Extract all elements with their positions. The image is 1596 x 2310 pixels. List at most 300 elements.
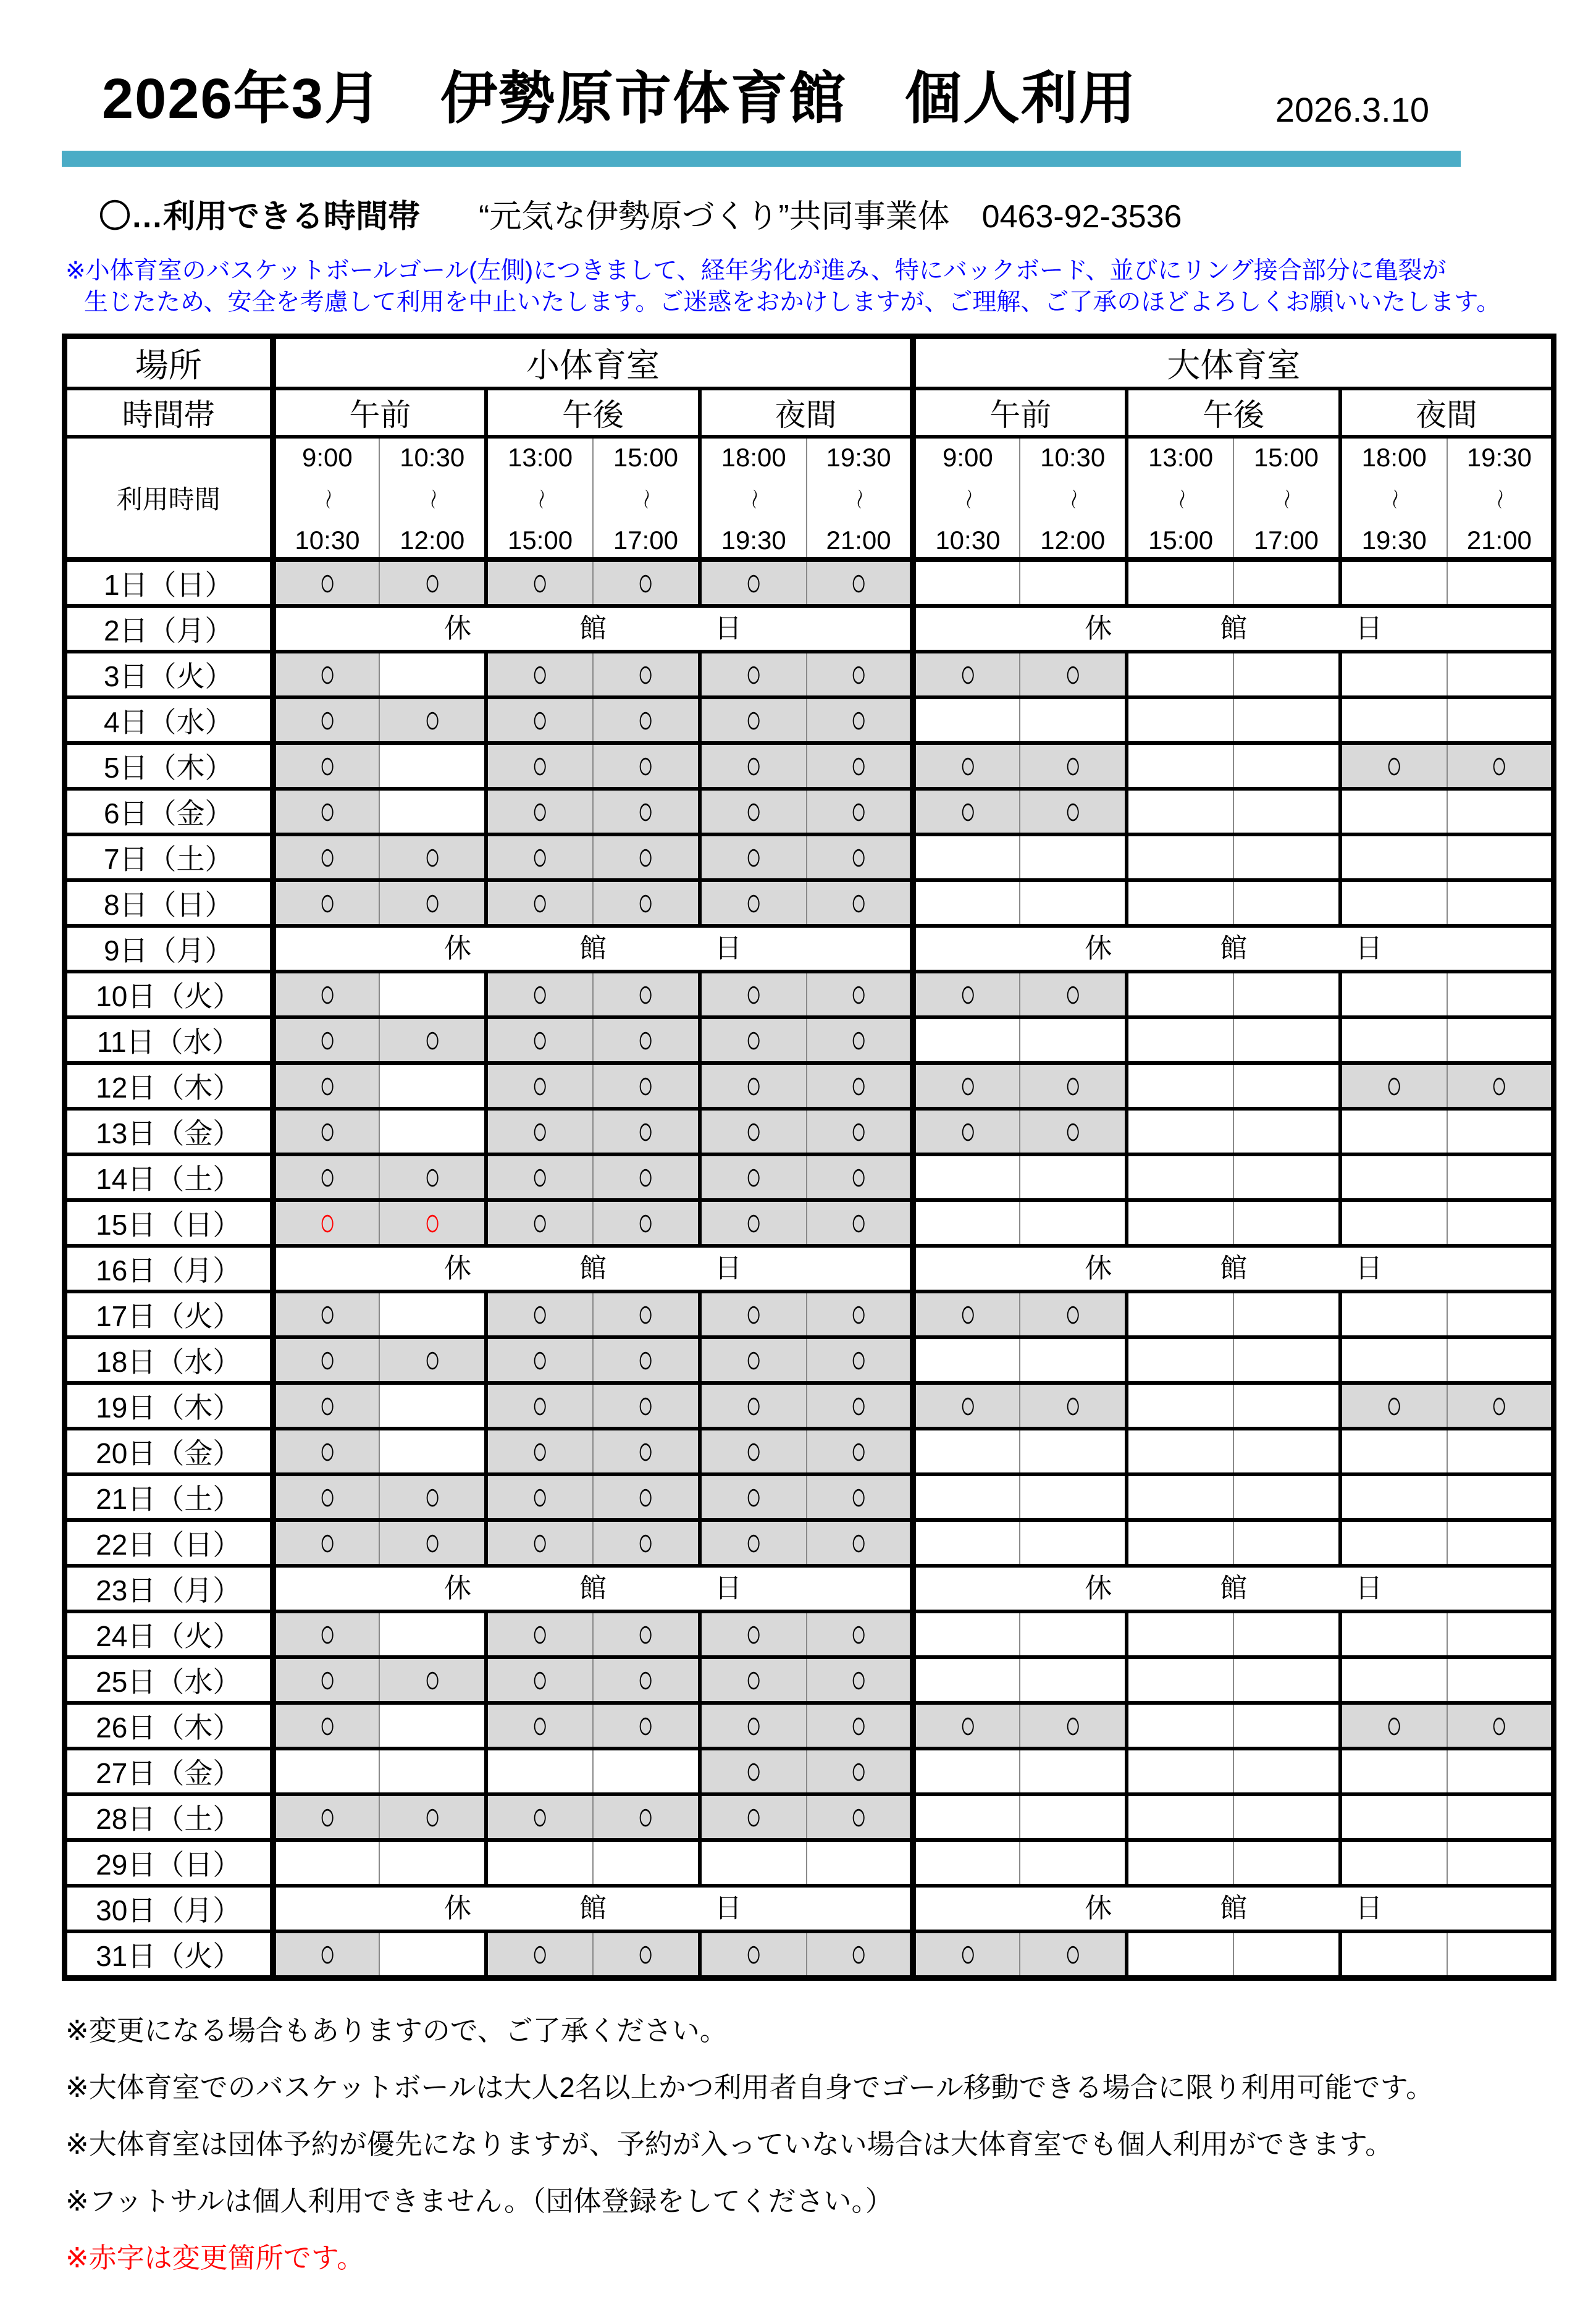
slot-cell [593,1840,700,1886]
slot-cell [1020,652,1127,697]
available-circle: ○ [532,1657,548,1702]
slot-cell [273,560,380,606]
slot-cell [486,1703,593,1749]
available-circle: ○ [319,651,335,697]
table-row [65,1200,1554,1246]
table-row [65,1109,1554,1154]
slot-cell [486,1337,593,1383]
slot-cell [1340,1200,1447,1246]
slot-cell [486,1154,593,1200]
slot-cell [1340,1611,1447,1657]
slot-cell [1233,880,1340,926]
footnote: ※変更になる場合もありますので、ご了承ください。 [65,2014,728,2046]
legend-row [99,190,1596,237]
slot-cell [913,1749,1020,1794]
slot-cell [913,1611,1020,1657]
slot-cell [273,834,380,880]
slot-cell [1127,1520,1233,1566]
available-circle: ○ [637,1657,654,1702]
slot-cell [1127,1931,1233,1978]
slot-cell [486,743,593,789]
slot-cell [486,1474,593,1520]
table-row [65,926,1554,972]
available-circle: ○ [850,788,867,834]
slot-cell [273,1657,380,1703]
period-evening: 夜間 [1340,388,1554,437]
slot-cell [1447,789,1554,834]
slot-cell [486,652,593,697]
available-circle: ○ [319,1519,335,1565]
available-circle: ○ [850,1428,867,1474]
slot-cell [700,1109,807,1154]
available-circle: ○ [1064,1291,1081,1337]
available-circle: ○ [1064,1108,1081,1154]
day-label-cell: 14日（土） [65,1154,273,1200]
slot-cell [1127,1063,1233,1109]
page [0,53,1596,2310]
slot-cell [1340,880,1447,926]
available-circle: ○ [850,834,867,880]
day-label-cell: 5日（木） [65,743,273,789]
available-circle: ○ [1491,1702,1508,1748]
available-circle: ○ [850,1154,867,1199]
day-label-cell: 6日（金） [65,789,273,834]
available-circle: ○ [746,1794,762,1839]
available-circle: ○ [746,1702,762,1748]
venue-header-large-gym: 大体育室 [913,336,1553,388]
time-slot-header: 10:30 ～ 12:00 [379,437,486,560]
divider-bar [62,151,1461,167]
slot-cell [807,1292,914,1337]
slot-cell [1340,652,1447,697]
slot-cell [1233,1520,1340,1566]
slot-cell [1233,1017,1340,1063]
slot-cell [1127,1200,1233,1246]
slot-cell [700,1337,807,1383]
slot-cell [1340,834,1447,880]
slot-cell [486,560,593,606]
available-circle: ○ [637,560,654,605]
slot-cell [700,697,807,743]
available-circle: ○ [1064,1062,1081,1108]
available-circle-red: ○ [424,1199,440,1245]
slot-cell [1447,1520,1554,1566]
slot-cell [1233,1063,1340,1109]
slot-cell [593,1154,700,1200]
slot-cell [273,1611,380,1657]
slot-cell [913,972,1020,1017]
slot-cell [379,972,486,1017]
slot-cell [807,1200,914,1246]
available-circle: ○ [746,1382,762,1428]
table-row [65,789,1554,834]
slot-cell [379,652,486,697]
day-label-cell: 27日（金） [65,1749,273,1794]
available-circle: ○ [637,1291,654,1337]
slot-cell [593,1749,700,1794]
schedule-table [62,334,1556,1981]
available-circle: ○ [637,971,654,1017]
slot-cell [1020,1063,1127,1109]
header-row-place [65,336,1554,388]
slot-cell [1127,834,1233,880]
table-row [65,1154,1554,1200]
day-label-cell: 18日（水） [65,1337,273,1383]
period-afternoon: 午後 [486,388,700,437]
slot-cell [1340,1840,1447,1886]
slot-cell [486,789,593,834]
time-slot-header: 15:00 ～ 17:00 [1233,437,1340,560]
slot-cell [486,1611,593,1657]
table-row [65,1703,1554,1749]
footnotes [65,2008,1596,2219]
table-row [65,1566,1554,1611]
available-circle: ○ [746,1017,762,1062]
table-row [65,1429,1554,1474]
slot-cell [913,880,1020,926]
slot-cell [486,1017,593,1063]
slot-cell [273,1017,380,1063]
available-circle: ○ [1386,1702,1403,1748]
slot-cell [807,1794,914,1840]
slot-cell [700,1063,807,1109]
slot-cell [1233,1749,1340,1794]
slot-cell [379,1657,486,1703]
slot-cell [1447,1337,1554,1383]
table-row [65,880,1554,926]
slot-cell [273,1794,380,1840]
available-circle: ○ [850,1199,867,1245]
slot-cell [1447,1429,1554,1474]
available-circle: ○ [319,742,335,788]
slot-cell [1233,972,1340,1017]
slot-cell [1020,697,1127,743]
available-circle: ○ [532,697,548,742]
slot-cell [1127,1611,1233,1657]
slot-cell [1233,1703,1340,1749]
slot-cell [1340,1292,1447,1337]
available-circle: ○ [319,1428,335,1474]
table-row [65,1611,1554,1657]
slot-cell [807,1337,914,1383]
titlebar [102,53,1429,135]
available-circle: ○ [637,1382,654,1428]
slot-cell [593,1703,700,1749]
header-row-period [65,388,1554,437]
time-slot-header: 18:00 ～ 19:30 [1340,437,1447,560]
period-evening: 夜間 [700,388,914,437]
slot-cell [1233,743,1340,789]
footnote: ※フットサルは個人利用できません。（団体登録をしてください。） [65,2185,894,2217]
slot-cell [700,652,807,697]
day-label-cell: 15日（日） [65,1200,273,1246]
table-row [65,1749,1554,1794]
day-label-cell: 21日（土） [65,1474,273,1520]
slot-cell [273,652,380,697]
slot-cell [913,1520,1020,1566]
slot-cell [913,697,1020,743]
available-circle: ○ [319,1931,335,1976]
slot-cell [1340,1429,1447,1474]
day-label-cell: 16日（月） [65,1246,273,1292]
available-circle: ○ [424,1794,440,1839]
slot-cell [913,834,1020,880]
table-row [65,1886,1554,1931]
slot-cell [273,1749,380,1794]
slot-cell [593,1063,700,1109]
venue-header-small-gym: 小体育室 [273,336,914,388]
slot-cell [379,1474,486,1520]
available-circle: ○ [637,1062,654,1108]
day-label-cell: 22日（日） [65,1520,273,1566]
available-circle: ○ [532,1931,548,1976]
slot-cell [1447,1200,1554,1246]
time-slot-header: 19:30 ～ 21:00 [1447,437,1554,560]
slot-cell [273,1154,380,1200]
available-circle: ○ [746,788,762,834]
slot-cell [1340,1017,1447,1063]
available-circle: ○ [319,560,335,605]
available-circle: ○ [746,971,762,1017]
slot-cell [593,1429,700,1474]
slot-cell [1447,834,1554,880]
closed-banner: 休 館 日 [913,606,1553,652]
slot-cell [1340,1657,1447,1703]
table-row [65,1657,1554,1703]
available-circle: ○ [850,1062,867,1108]
slot-cell [593,1337,700,1383]
slot-cell [486,1109,593,1154]
available-circle: ○ [319,1017,335,1062]
slot-cell [913,1292,1020,1337]
slot-cell [486,697,593,743]
slot-cell [593,697,700,743]
available-circle: ○ [1386,1382,1403,1428]
slot-cell [700,1383,807,1429]
slot-cell [379,1200,486,1246]
slot-cell [1233,1429,1340,1474]
slot-cell [1233,1337,1340,1383]
day-label-cell: 17日（火） [65,1292,273,1337]
slot-cell [807,1429,914,1474]
slot-cell [273,1703,380,1749]
available-circle: ○ [850,1017,867,1062]
available-circle: ○ [319,1474,335,1519]
table-row [65,1063,1554,1109]
slot-cell [486,834,593,880]
slot-cell [913,789,1020,834]
slot-cell [1447,1611,1554,1657]
available-circle: ○ [1064,651,1081,697]
slot-cell [913,1383,1020,1429]
available-circle: ○ [959,971,976,1017]
available-circle: ○ [637,1519,654,1565]
available-circle: ○ [319,834,335,880]
slot-cell [700,560,807,606]
slot-cell [593,1794,700,1840]
slot-cell [1020,1383,1127,1429]
slot-cell [1447,1794,1554,1840]
slot-cell [1233,1109,1340,1154]
available-circle: ○ [532,834,548,880]
available-circle: ○ [850,651,867,697]
slot-cell [913,1429,1020,1474]
available-circle: ○ [959,1062,976,1108]
slot-cell [1447,1474,1554,1520]
slot-cell [1020,1794,1127,1840]
available-circle: ○ [637,1108,654,1154]
slot-cell [1233,697,1340,743]
day-label-cell: 20日（金） [65,1429,273,1474]
available-circle: ○ [637,742,654,788]
slot-cell [1340,1474,1447,1520]
slot-cell [486,1200,593,1246]
notice-line-2: 生じたため、安全を考慮して利用を中止いたします。ご迷惑をおかけしますが、ご理解、ご了承のほどよろしくお願いいたします。 [84,289,1501,316]
slot-cell [1447,743,1554,789]
slot-cell [1340,1337,1447,1383]
slot-cell [486,1657,593,1703]
available-circle: ○ [319,880,335,925]
slot-cell [1447,972,1554,1017]
slot-cell [379,1017,486,1063]
available-circle: ○ [319,1794,335,1839]
table-row [65,1292,1554,1337]
available-circle: ○ [1064,788,1081,834]
slot-cell [1447,1017,1554,1063]
slot-cell [1020,1200,1127,1246]
available-circle: ○ [850,1611,867,1657]
available-circle: ○ [532,788,548,834]
slot-cell [273,1931,380,1978]
slot-cell [1020,1154,1127,1200]
available-circle-red: ○ [319,1199,335,1245]
slot-cell [486,1292,593,1337]
time-slot-header: 9:00 ～ 10:30 [273,437,380,560]
available-circle: ○ [319,1702,335,1748]
table-row [65,1931,1554,1978]
slot-cell [1233,834,1340,880]
available-circle: ○ [850,1474,867,1519]
slot-cell [1233,1154,1340,1200]
footnote: ※大体育室は団体予約が優先になりますが、予約が入っていない場合は大体育室でも個人利用ができます。 [65,2128,1393,2160]
available-circle: ○ [1491,1382,1508,1428]
slot-cell [273,743,380,789]
slot-cell [700,1794,807,1840]
table-row [65,1017,1554,1063]
available-circle: ○ [850,971,867,1017]
slot-cell [1340,972,1447,1017]
header-row-times [65,437,1554,560]
slot-cell [379,834,486,880]
table-row [65,1383,1554,1429]
slot-cell [700,743,807,789]
slot-cell [273,1429,380,1474]
slot-cell [1127,1657,1233,1703]
slot-cell [379,1794,486,1840]
slot-cell [913,1200,1020,1246]
slot-cell [807,834,914,880]
available-circle: ○ [1064,1931,1081,1976]
available-circle: ○ [637,697,654,742]
slot-cell [273,1840,380,1886]
slot-cell [1233,1383,1340,1429]
available-circle: ○ [746,1657,762,1702]
slot-cell [1020,1474,1127,1520]
slot-cell [1447,560,1554,606]
slot-cell [593,880,700,926]
slot-cell [807,789,914,834]
available-circle: ○ [637,788,654,834]
slot-cell [273,1063,380,1109]
available-circle: ○ [850,1382,867,1428]
issue-date: 2026.3.10 [1275,90,1429,129]
available-circle: ○ [746,651,762,697]
available-circle: ○ [637,1428,654,1474]
slot-cell [1233,1611,1340,1657]
closed-banner: 休 館 日 [273,1246,914,1292]
slot-cell [700,880,807,926]
slot-cell [807,1474,914,1520]
slot-cell [1127,1429,1233,1474]
available-circle: ○ [532,1154,548,1199]
slot-cell [593,1520,700,1566]
slot-cell [1340,789,1447,834]
closed-banner: 休 館 日 [273,1886,914,1931]
available-circle: ○ [319,697,335,742]
available-circle: ○ [532,1062,548,1108]
slot-cell [700,789,807,834]
slot-cell [1340,1383,1447,1429]
slot-cell [700,1200,807,1246]
slot-cell [593,560,700,606]
available-circle: ○ [319,788,335,834]
day-label-cell: 7日（土） [65,834,273,880]
slot-cell [1020,1429,1127,1474]
slot-cell [1020,560,1127,606]
slot-cell [1340,1931,1447,1978]
slot-cell [913,1017,1020,1063]
slot-cell [1127,1703,1233,1749]
slot-cell [1340,560,1447,606]
available-circle: ○ [850,1931,867,1976]
slot-cell [379,1703,486,1749]
slot-cell [379,1383,486,1429]
slot-cell [1447,1749,1554,1794]
day-label-cell: 30日（月） [65,1886,273,1931]
available-circle: ○ [637,1611,654,1657]
slot-cell [1020,834,1127,880]
available-circle: ○ [959,742,976,788]
available-circle: ○ [637,834,654,880]
slot-cell [1020,880,1127,926]
day-label-cell: 26日（木） [65,1703,273,1749]
corner-timeband: 時間帯 [65,388,273,437]
available-circle: ○ [424,834,440,880]
available-circle: ○ [746,1062,762,1108]
corner-place: 場所 [65,336,273,388]
footnote-red-change: ※赤字は変更箇所です。 [65,2241,365,2274]
slot-cell [1127,1474,1233,1520]
table-row [65,1840,1554,1886]
available-circle: ○ [637,880,654,925]
slot-cell [1020,1292,1127,1337]
slot-cell [1020,972,1127,1017]
table-row [65,652,1554,697]
day-label-cell: 12日（木） [65,1063,273,1109]
slot-cell [273,1520,380,1566]
slot-cell [379,1292,486,1337]
closed-banner: 休 館 日 [913,926,1553,972]
